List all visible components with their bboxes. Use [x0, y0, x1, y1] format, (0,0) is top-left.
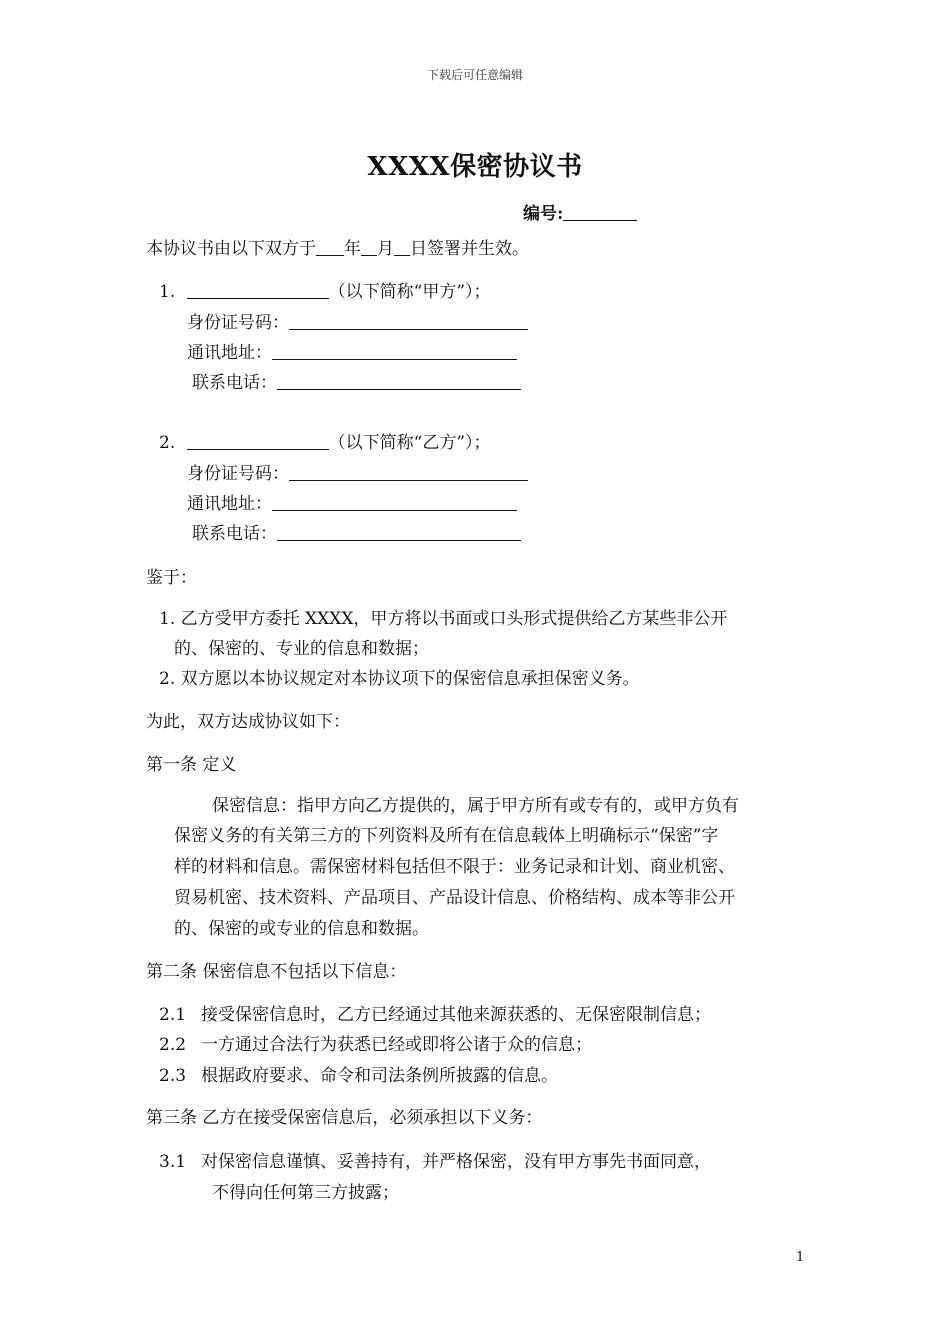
party1-phone-blank[interactable]: [277, 371, 521, 390]
party2-id-blank[interactable]: [289, 462, 528, 481]
page-number: 1: [796, 1250, 805, 1265]
serial-label: 编号:: [523, 204, 564, 224]
party2-phone-line: [192, 519, 521, 549]
article1-line-3: 样的材料和信息。需保密材料包括但不限于：业务记录和计划、商业机密、: [174, 857, 735, 877]
item-number: 3.1: [159, 1152, 187, 1172]
party1-alias: （以下简称“甲方”）；: [328, 282, 491, 302]
item-text: 接受保密信息时，乙方已经通过其他来源获悉的、无保密限制信息；: [201, 1005, 711, 1025]
intro-line: [146, 234, 529, 264]
party1-name-line: [159, 277, 491, 307]
party1-id-label: 身份证号码：: [187, 313, 289, 333]
party1-id-blank[interactable]: [289, 311, 528, 330]
party2-address-label: 通讯地址：: [187, 494, 272, 514]
article1-line-5: 的、保密的或专业的信息和数据。: [174, 919, 429, 939]
article1-line-1: 保密信息：指甲方向乙方提供的，属于甲方所有或专有的，或甲方负有: [212, 796, 739, 816]
year-label: 年: [344, 239, 361, 259]
document-title: XXXX保密协议书: [367, 152, 583, 182]
item-number: 2.3: [159, 1066, 187, 1086]
whereas-label: 鉴于：: [146, 568, 197, 588]
whereas-item-2: 2. 双方愿以本协议规定对本协议项下的保密信息承担保密义务。: [159, 669, 640, 689]
month-label: 月: [377, 239, 394, 259]
article3-item: [159, 1147, 711, 1177]
party2-address-blank[interactable]: [272, 492, 517, 511]
intro-text: 本协议书由以下双方于: [146, 239, 316, 259]
article1-line-4: 贸易机密、技术资料、产品项目、产品设计信息、价格结构、成本等非公开: [174, 888, 735, 908]
month-blank[interactable]: [361, 237, 377, 256]
item-text: 一方通过合法行为获悉已经或即将公诸于众的信息；: [201, 1035, 592, 1055]
whereas-item-1-line1: 1. 乙方受甲方委托 XXXX，甲方将以书面或口头形式提供给乙方某些非公开: [159, 609, 728, 629]
day-label: 日签署并生效。: [410, 239, 529, 259]
party2-alias: （以下简称“乙方”）；: [328, 433, 491, 453]
header-note: 下载后可任意编辑: [426, 68, 523, 82]
item-number: 2.1: [159, 1005, 187, 1025]
party2-name-blank[interactable]: [187, 431, 329, 450]
article2-heading: 第二条 保密信息不包括以下信息：: [146, 962, 407, 982]
party2-number: 2.: [159, 433, 176, 453]
article3-heading: 第三条 乙方在接受保密信息后，必须承担以下义务：: [146, 1108, 543, 1128]
article3-item-continuation: 不得向任何第三方披露；: [212, 1183, 399, 1203]
party2-phone-blank[interactable]: [277, 522, 521, 541]
article2-item: [159, 1030, 592, 1060]
party1-phone-line: [192, 368, 521, 398]
party2-id-line: [187, 459, 528, 489]
party1-number: 1.: [159, 282, 176, 302]
party2-phone-label: 联系电话：: [192, 524, 277, 544]
year-blank[interactable]: [316, 237, 344, 256]
item-number: 2.2: [159, 1035, 187, 1055]
party1-address-label: 通讯地址：: [187, 343, 272, 363]
party2-name-line: [159, 428, 491, 458]
party1-address-line: [187, 338, 517, 368]
party1-phone-label: 联系电话：: [192, 373, 277, 393]
article1-heading: 第一条 定义: [146, 755, 237, 775]
serial-blank[interactable]: [563, 202, 637, 221]
party1-address-blank[interactable]: [272, 341, 517, 360]
party1-name-blank[interactable]: [187, 280, 329, 299]
item-text: 根据政府要求、命令和司法条例所披露的信息。: [201, 1066, 558, 1086]
article1-line-2: 保密义务的有关第三方的下列资料及所有在信息载体上明确标示“保密”字: [174, 826, 719, 846]
article2-item: [159, 1061, 558, 1091]
agreement-text: 为此，双方达成协议如下：: [146, 712, 350, 732]
party1-id-line: [187, 308, 528, 338]
whereas-item-1-line2: 的、保密的、专业的信息和数据；: [174, 639, 429, 659]
day-blank[interactable]: [394, 237, 410, 256]
party2-address-line: [187, 489, 517, 519]
serial-number: [523, 199, 637, 229]
item-text: 对保密信息谨慎、妥善持有，并严格保密，没有甲方事先书面同意，: [201, 1152, 711, 1172]
party2-id-label: 身份证号码：: [187, 464, 289, 484]
article2-item: [159, 1000, 711, 1030]
